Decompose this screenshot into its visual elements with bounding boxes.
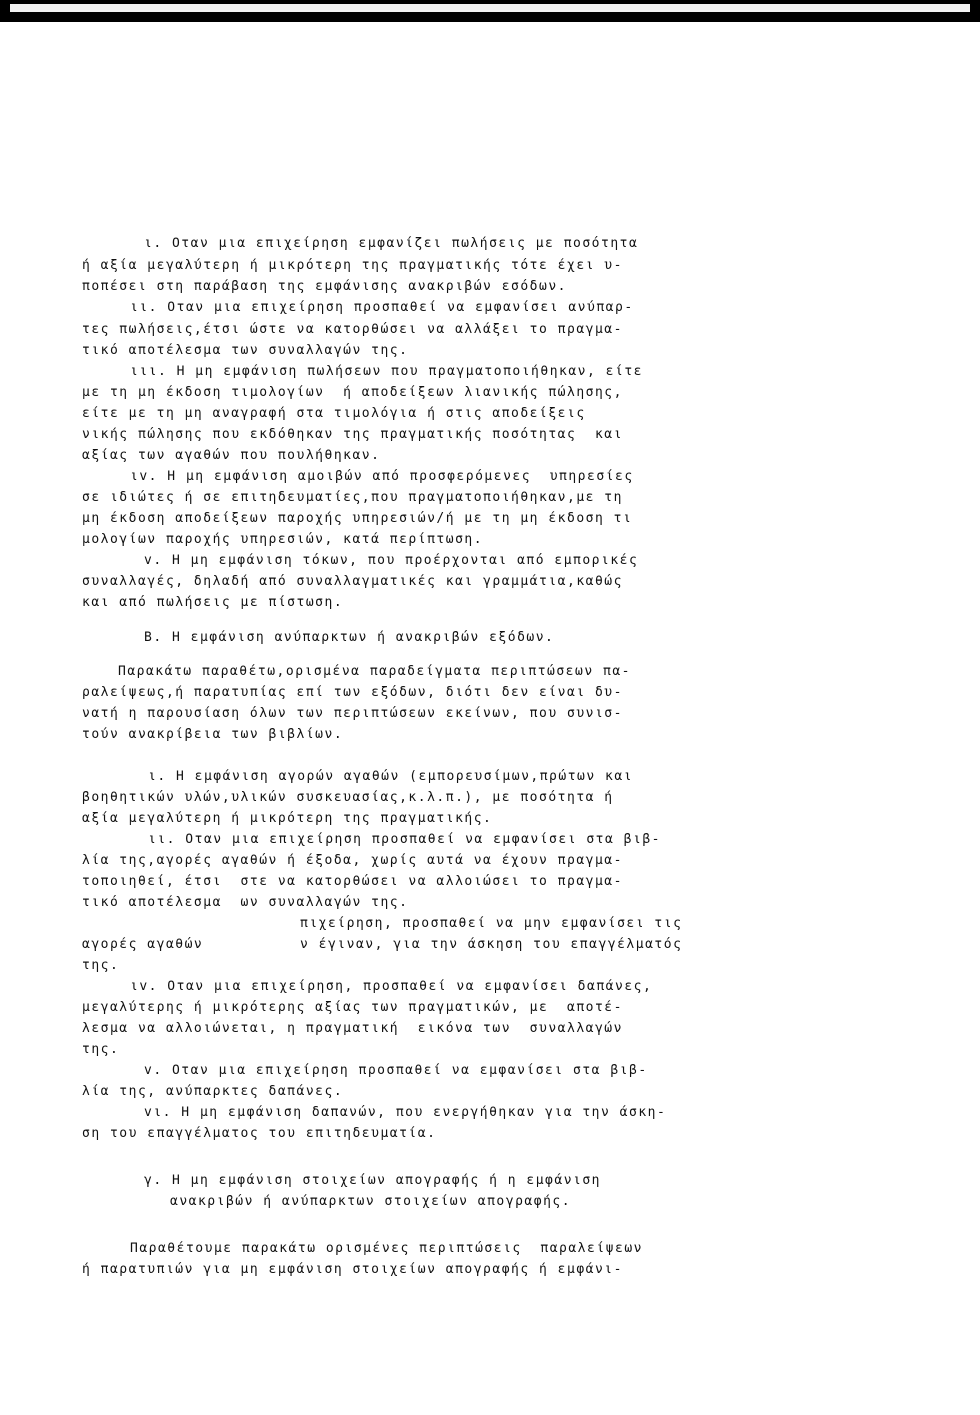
text-line: βοηθητικών υλών,υλικών συσκευασίας,κ.λ.π.), με ποσότητα ή [82, 790, 614, 805]
text-line: Παρακάτω παραθέτω,ορισμένα παραδείγματα περιπτώσεων πα- [118, 664, 631, 679]
text-line: νατή η παρουσίαση όλων των περιπτώσεων εκείνων, που συνισ- [82, 706, 623, 721]
text-line: Παραθέτουμε παρακάτω ορισμένες περιπτώσεις παραλείψεων [130, 1241, 643, 1256]
text-line: λία της,αγορές αγαθών ή έξοδα, χωρίς αυτά να έχουν πραγμα- [82, 853, 623, 868]
text-line: με τη μη έκδοση τιμολογίων ή αποδείξεων λιανικής πώλησης, [82, 385, 623, 400]
section-heading: γ. Η μη εμφάνιση στοιχείων απογραφής ή η εμφάνιση [144, 1173, 602, 1188]
text-line: ποπέσει στη παράβαση της εμφάνισης ανακριβών εσόδων. [82, 279, 567, 294]
text-line: μη έκδοση αποδείξεων παροχής υπηρεσιών/ή με τη μη έκδοση τι [82, 511, 633, 526]
text-line: νικής πώλησης που εκδόθηκαν της πραγματικής ποσότητας και [82, 427, 623, 442]
section-heading: ανακριβών ή ανύπαρκτων στοιχείων απογραφής. [170, 1194, 572, 1209]
text-line: ι. Οταν μια επιχείρηση εμφανίζει πωλήσεις με ποσότητα [144, 236, 639, 251]
text-line: τούν ανακρίβεια των βιβλίων. [82, 727, 344, 742]
text-line: ιι. Οταν μια επιχείρηση προσπαθεί να εμφανίσει ανύπαρ- [130, 300, 634, 315]
text-line: ή παρατυπιών για μη εμφάνιση στοιχείων απογραφής ή εμφάνι- [82, 1262, 623, 1277]
text-line: μεγαλύτερης ή μικρότερης αξίας των πραγματικών, με αποτέ- [82, 1000, 623, 1015]
text-line: v. Η μη εμφάνιση τόκων, που προέρχονται από εμπορικές [144, 553, 639, 568]
text-line: ιι. Οταν μια επιχείρηση προσπαθεί να εμφανίσει στα βιβ- [148, 832, 661, 847]
text-line: ιv. Η μη εμφάνιση αμοιβών από προσφερόμενες υπηρεσίες [130, 469, 634, 484]
text-line: της. [82, 958, 120, 973]
text-line: λεσμα να αλλοιώνεται, η πραγματική εικόνα των συναλλαγών [82, 1021, 623, 1036]
text-line: ή αξία μεγαλύτερη ή μικρότερη της πραγματικής τότε έχει υ- [82, 258, 623, 273]
text-line: ν έγιναν, για την άσκηση του επαγγέλματός [300, 937, 683, 952]
text-line: πιχείρηση, προσπαθεί να μην εμφανίσει τις [300, 916, 683, 931]
text-line: μολογίων παροχής υπηρεσιών, κατά περίπτωση. [82, 532, 484, 547]
text-line: τοποιηθεί, έτσι στε να κατορθώσει να αλλοιώσει το πραγμα- [82, 874, 623, 889]
text-line: αξία μεγαλύτερη ή μικρότερη της πραγματικής. [82, 811, 493, 826]
text-line: σε ιδιώτες ή σε επιτηδευματίες,που πραγματοποιήθηκαν,με τη [82, 490, 623, 505]
text-line: τικό αποτέλεσμα ων συναλλαγών της. [82, 895, 409, 910]
text-line: λία της, ανύπαρκτες δαπάνες. [82, 1084, 344, 1099]
text-line: αγορές αγαθών [82, 937, 204, 952]
text-line: v. Οταν μια επιχείρηση προσπαθεί να εμφανίσει στα βιβ- [144, 1063, 648, 1078]
text-line: τες πωλήσεις,έτσι ώστε να κατορθώσει να αλλάξει το πραγμα- [82, 322, 623, 337]
text-line: ραλείψεως,ή παρατυπίας επί των εξόδων, διότι δεν είναι δυ- [82, 685, 623, 700]
text-line: τικό αποτέλεσμα των συναλλαγών της. [82, 343, 409, 358]
text-line: της. [82, 1042, 120, 1057]
text-line: ιιι. Η μη εμφάνιση πωλήσεων που πραγματοποιήθηκαν, είτε [130, 364, 643, 379]
text-line: συναλλαγές, δηλαδή από συναλλαγματικές και γραμμάτια,καθώς [82, 574, 623, 589]
text-line: ση του επαγγέλματος του επιτηδευματία. [82, 1126, 437, 1141]
text-line: και από πωλήσεις με πίστωση. [82, 595, 344, 610]
text-line: είτε με τη μη αναγραφή στα τιμολόγια ή στις αποδείξεις [82, 406, 586, 421]
text-line: αξίας των αγαθών που πουλήθηκαν. [82, 448, 381, 463]
text-line: vι. Η μη εμφάνιση δαπανών, που ενεργήθηκαν για την άσκη- [144, 1105, 667, 1120]
text-line: ιv. Οταν μια επιχείρηση, προσπαθεί να εμφανίσει δαπάνες, [130, 979, 653, 994]
section-heading: Β. Η εμφάνιση ανύπαρκτων ή ανακριβών εξόδων. [144, 630, 555, 645]
text-line: ι. Η εμφάνιση αγορών αγαθών (εμπορευσίμων,πρώτων και [148, 769, 633, 784]
